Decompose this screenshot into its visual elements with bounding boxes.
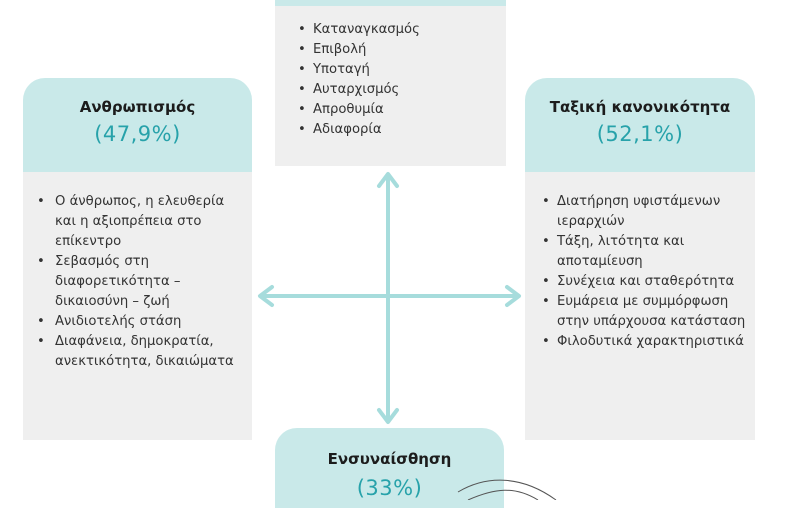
list-item: • Ευμάρεια με συμμόρφωση στην υπάρχουσα κατάσταση [541, 292, 747, 332]
right-title: Ταξική κανονικότητα [549, 98, 731, 116]
list-item: • Αδιαφορία [297, 120, 506, 140]
list-item: • Επιβολή [297, 40, 506, 60]
list-item: • Ο άνθρωπος, η ελευθερία και η αξιοπρέπεια στο επίκεντρο [31, 192, 244, 252]
list-item: • Τάξη, λιτότητα και αποταμίευση [541, 232, 747, 272]
list-item: • Διατήρηση υφιστάμενων ιεραρχιών [541, 192, 747, 232]
left-percent: (47,9%) [94, 122, 181, 146]
list-item: • Αυταρχισμός [297, 80, 506, 100]
list-item: • Συνέχεια και σταθερότητα [541, 272, 747, 292]
list-item: • Σεβασμός στη διαφορετικότητα – δικαιοσύνη – ζωή [31, 252, 244, 312]
list-item: • Υποταγή [297, 60, 506, 80]
list-item: • Φιλοδυτικά χαρακτηριστικά [541, 332, 747, 352]
left-title: Ανθρωπισμός [79, 98, 196, 116]
list-item: • Απροθυμία [297, 100, 506, 120]
list-item: • Καταναγκασμός [297, 20, 506, 40]
bottom-percent: (33%) [356, 476, 423, 500]
right-percent: (52,1%) [596, 122, 684, 146]
decorative-curves [458, 480, 556, 500]
bottom-title: Ενσυναίσθηση [327, 450, 452, 468]
list-item: • Ανιδιοτελής στάση [31, 312, 244, 332]
list-item: • Διαφάνεια, δημοκρατία, ανεκτικότητα, δικαιώματα [31, 332, 244, 372]
